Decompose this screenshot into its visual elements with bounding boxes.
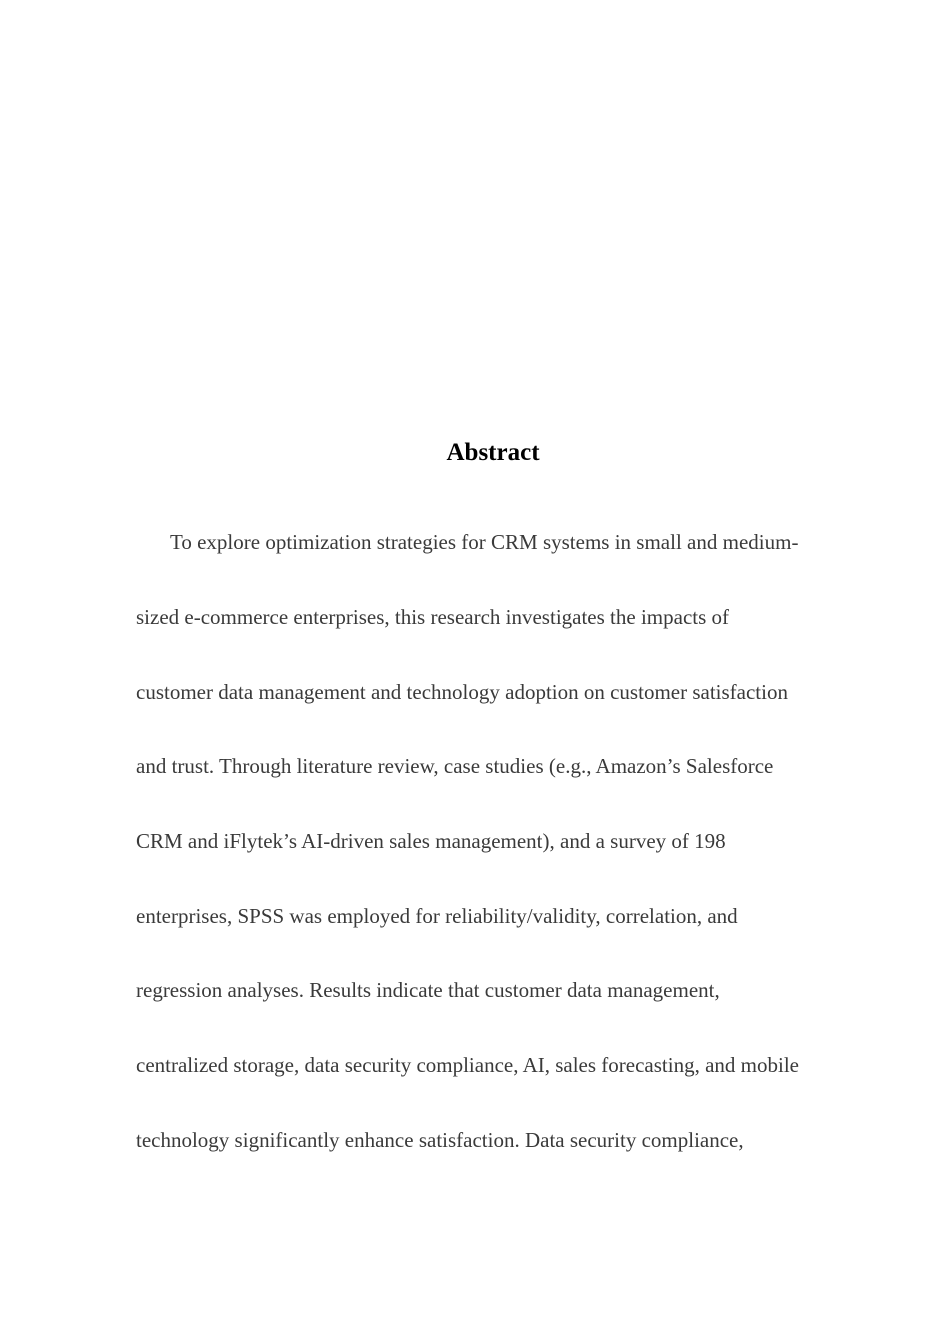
abstract-line: enterprises, SPSS was employed for reliability/validity, correlation, and (136, 904, 738, 928)
abstract-line: CRM and iFlytek’s AI-driven sales management), and a survey of 198 (136, 829, 726, 853)
abstract-line: sized e-commerce enterprises, this research investigates the impacts of (136, 605, 730, 629)
abstract-line: customer data management and technology adoption on customer satisfaction (136, 680, 788, 704)
abstract-line: To explore optimization strategies for CRM systems in small and medium- (170, 530, 799, 554)
abstract-line: regression analyses. Results indicate that customer data management, (136, 978, 720, 1002)
abstract-line: technology significantly enhance satisfaction. Data security compliance, (136, 1128, 744, 1152)
abstract-line: and trust. Through literature review, case studies (e.g., Amazon’s Salesforce (136, 754, 774, 778)
abstract-line: centralized storage, data security compliance, AI, sales forecasting, and mobile (136, 1053, 799, 1077)
abstract-heading: Abstract (446, 439, 540, 466)
